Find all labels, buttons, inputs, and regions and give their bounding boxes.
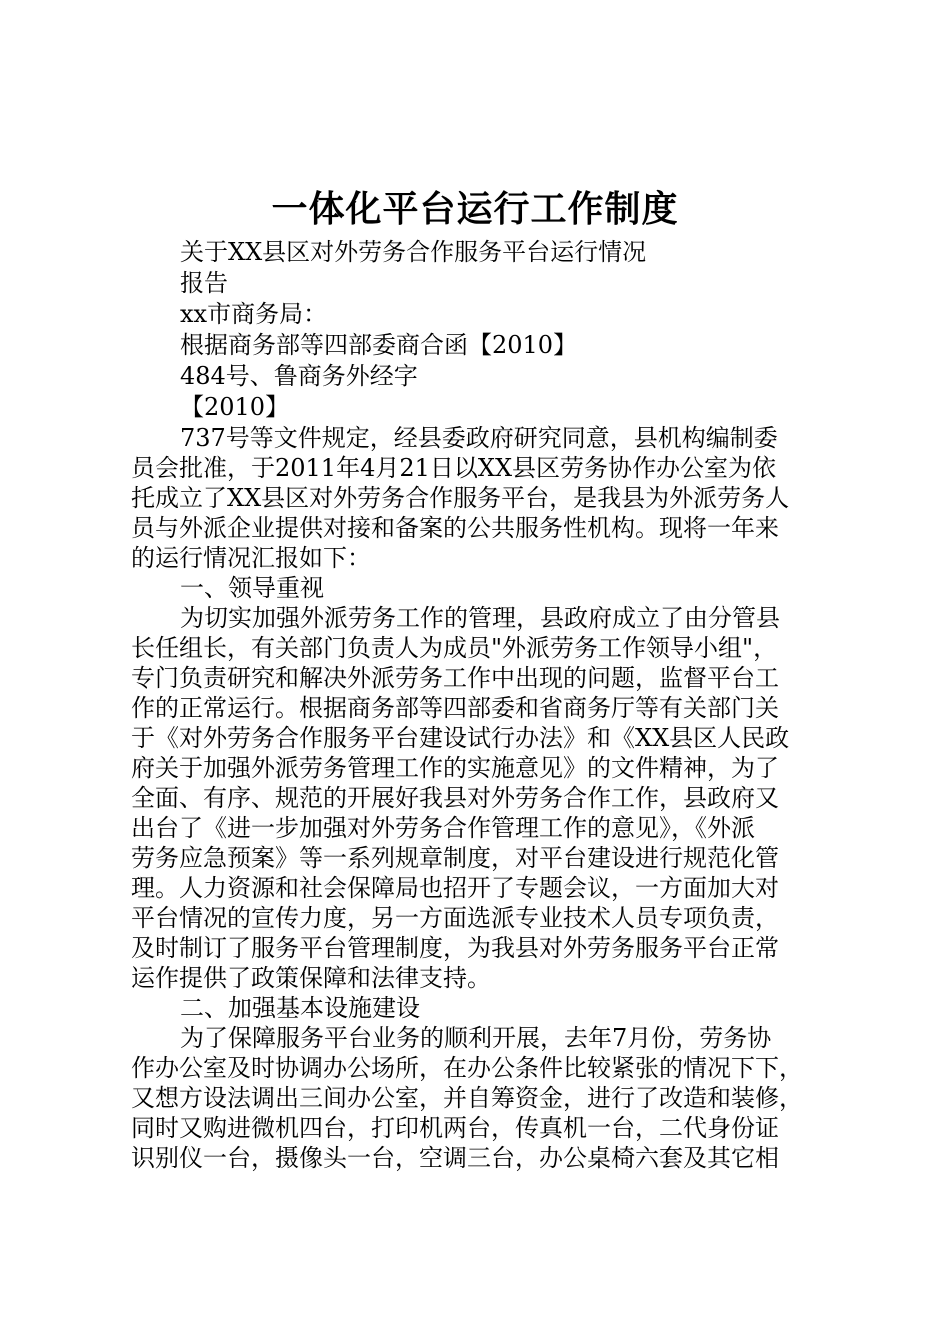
- text-line: 又想方设法调出三间办公室，并自筹资金，进行了改造和装修，: [131, 1084, 803, 1112]
- text-line: 报告: [180, 269, 228, 297]
- text-line: 及时制订了服务平台管理制度，为我县对外劳务服务平台正常: [131, 934, 779, 962]
- text-line: 专门负责研究和解决外派劳务工作中出现的问题，监督平台工: [131, 664, 779, 692]
- text-line: 运作提供了政策保障和法律支持。: [131, 964, 491, 992]
- text-line: 为了保障服务平台业务的顺利开展，去年7月份，劳务协: [180, 1024, 772, 1052]
- text-line: xx市商务局：: [180, 300, 328, 328]
- text-line: 平台情况的宣传力度，另一方面选派专业技术人员专项负责，: [131, 904, 779, 932]
- section-heading: 一、领导重视: [180, 574, 324, 602]
- text-line: 识别仪一台，摄像头一台，空调三台，办公桌椅六套及其它相: [131, 1144, 779, 1172]
- text-line: 员与外派企业提供对接和备案的公共服务性机构。现将一年来: [131, 514, 779, 542]
- text-line: 出台了《进一步加强对外劳务合作管理工作的意见》，《外派: [131, 814, 755, 842]
- text-line: 全面、有序、规范的开展好我县对外劳务合作工作，县政府又: [131, 784, 779, 812]
- text-line: 为切实加强外派劳务工作的管理，县政府成立了由分管县: [180, 604, 780, 632]
- text-line: 府关于加强外派劳务管理工作的实施意见》的文件精神，为了: [131, 754, 779, 782]
- text-line: 同时又购进微机四台，打印机两台，传真机一台，二代身份证: [131, 1114, 779, 1142]
- document-title: 一体化平台运行工作制度: [271, 188, 679, 230]
- text-line: 理。人力资源和社会保障局也招开了专题会议，一方面加大对: [131, 874, 779, 902]
- text-line: 作办公室及时协调办公场所，在办公条件比较紧张的情况下下，: [131, 1054, 803, 1082]
- text-line: 长任组长，有关部门负责人为成员"外派劳务工作领导小组"，: [131, 634, 778, 662]
- text-line: 根据商务部等四部委商合函【2010】: [180, 331, 578, 359]
- text-line: 员会批准，于2011年4月21日以XX县区劳务协作办公室为依: [131, 454, 777, 482]
- text-line: 737号等文件规定，经县委政府研究同意，县机构编制委: [180, 424, 778, 452]
- text-line: 托成立了XX县区对外劳务合作服务平台，是我县为外派劳务人: [131, 484, 790, 512]
- text-line: 劳务应急预案》等一系列规章制度，对平台建设进行规范化管: [131, 844, 779, 872]
- text-line: 关于XX县区对外劳务合作服务平台运行情况: [180, 238, 647, 266]
- text-line: 于《对外劳务合作服务平台建设试行办法》和《XX县区人民政: [131, 724, 790, 752]
- text-line: 484号、鲁商务外经字: [180, 362, 418, 390]
- section-heading: 二、加强基本设施建设: [180, 994, 420, 1022]
- text-line: 【2010】: [180, 393, 290, 421]
- text-line: 作的正常运行。根据商务部等四部委和省商务厅等有关部门关: [131, 694, 779, 722]
- text-line: 的运行情况汇报如下：: [131, 544, 371, 572]
